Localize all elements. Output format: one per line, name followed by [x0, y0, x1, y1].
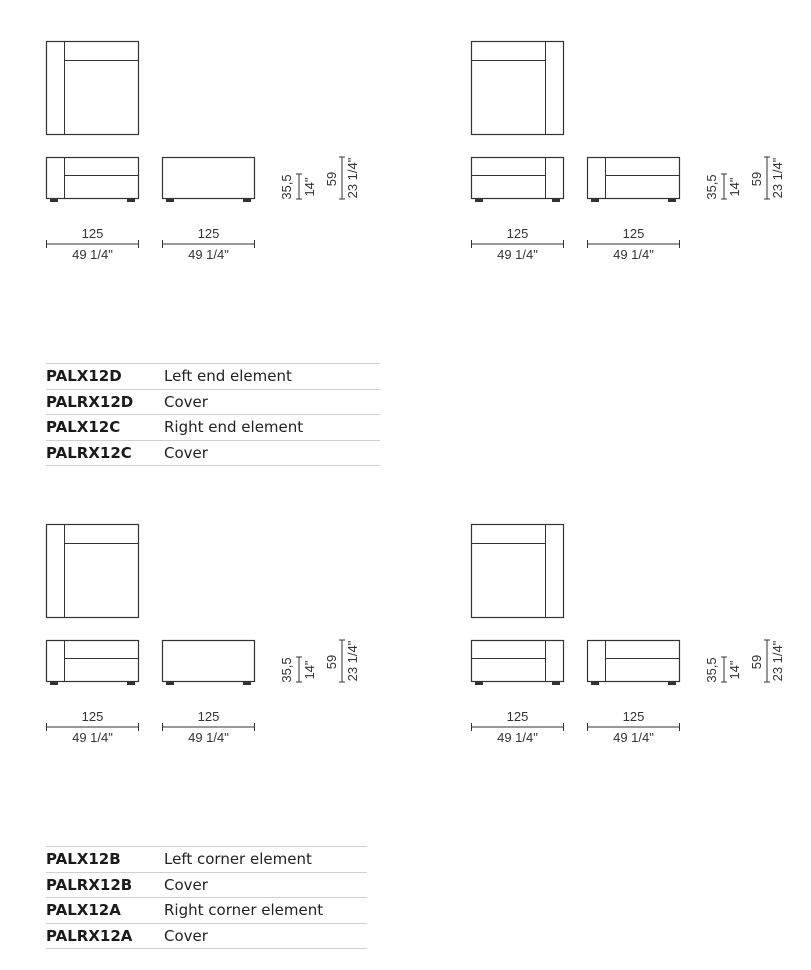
width-cm-label: 125	[506, 226, 529, 241]
foot	[552, 682, 560, 685]
table-row	[46, 415, 380, 441]
product-description: Right corner element	[164, 898, 367, 924]
product-code: PALRX12B	[46, 872, 164, 898]
foot	[127, 682, 135, 685]
top-view-outline	[47, 525, 139, 618]
product-code: PALRX12D	[46, 389, 164, 415]
foot	[475, 682, 483, 685]
product-description: Left end element	[164, 364, 380, 390]
foot	[243, 682, 251, 685]
front-view-outline	[47, 158, 139, 199]
top-view-outline	[47, 42, 139, 135]
seat-height-cm-label: 35,5	[279, 657, 294, 683]
width-cm-label: 125	[81, 226, 104, 241]
total-height-inch-label: 23 1/4"	[345, 640, 360, 682]
product-code: PALRX12C	[46, 440, 164, 466]
width-inch-label: 49 1/4"	[613, 247, 654, 262]
width-inch-label: 49 1/4"	[188, 247, 229, 262]
foot	[552, 199, 560, 202]
table-row	[46, 847, 367, 873]
width-cm-label: 125	[622, 709, 645, 724]
product-description: Cover	[164, 923, 367, 949]
foot	[166, 682, 174, 685]
product-code: PALX12A	[46, 898, 164, 924]
foot	[475, 199, 483, 202]
product-code: PALX12C	[46, 415, 164, 441]
seat-height-cm-label: 35,5	[279, 174, 294, 200]
panel-bottom-left	[47, 525, 361, 746]
seat-height-inch-label: 14"	[727, 660, 742, 680]
width-inch-label: 49 1/4"	[497, 730, 538, 745]
front-view-outline	[47, 641, 139, 682]
foot	[668, 199, 676, 202]
total-height-inch-label: 23 1/4"	[770, 157, 785, 199]
total-height-cm-label: 59	[324, 654, 339, 670]
panel-top-left	[47, 42, 361, 263]
total-height-inch-label: 23 1/4"	[345, 157, 360, 199]
product-code: PALX12B	[46, 847, 164, 873]
seat-height-inch-label: 14"	[302, 660, 317, 680]
width-inch-label: 49 1/4"	[497, 247, 538, 262]
width-cm-label: 125	[197, 709, 220, 724]
width-cm-label: 125	[622, 226, 645, 241]
table-row	[46, 440, 380, 466]
total-height-cm-label: 59	[324, 171, 339, 187]
spec-table-2	[46, 846, 367, 949]
top-view-outline	[472, 525, 564, 618]
foot	[166, 199, 174, 202]
foot	[243, 199, 251, 202]
foot	[127, 199, 135, 202]
table-row	[46, 898, 367, 924]
foot	[668, 682, 676, 685]
product-code: PALX12D	[46, 364, 164, 390]
seat-height-cm-label: 35,5	[704, 657, 719, 683]
seat-height-cm-label: 35,5	[704, 174, 719, 200]
table-row	[46, 389, 380, 415]
foot	[50, 199, 58, 202]
spec-table-1	[46, 363, 380, 466]
width-cm-label: 125	[506, 709, 529, 724]
seat-height-inch-label: 14"	[727, 177, 742, 197]
product-description: Left corner element	[164, 847, 367, 873]
width-inch-label: 49 1/4"	[613, 730, 654, 745]
front-view-outline	[472, 158, 564, 199]
total-height-inch-label: 23 1/4"	[770, 640, 785, 682]
foot	[591, 199, 599, 202]
side-view-outline	[163, 641, 255, 682]
side-view-outline	[588, 641, 680, 682]
width-inch-label: 49 1/4"	[188, 730, 229, 745]
width-cm-label: 125	[81, 709, 104, 724]
foot	[50, 682, 58, 685]
panel-top-right	[472, 42, 786, 263]
side-view-outline	[163, 158, 255, 199]
product-description: Cover	[164, 872, 367, 898]
product-description: Cover	[164, 389, 380, 415]
product-description: Cover	[164, 440, 380, 466]
foot	[591, 682, 599, 685]
width-inch-label: 49 1/4"	[72, 730, 113, 745]
top-view-outline	[472, 42, 564, 135]
total-height-cm-label: 59	[749, 654, 764, 670]
total-height-cm-label: 59	[749, 171, 764, 187]
side-view-outline	[588, 158, 680, 199]
width-cm-label: 125	[197, 226, 220, 241]
table-row	[46, 364, 380, 390]
seat-height-inch-label: 14"	[302, 177, 317, 197]
table-row	[46, 923, 367, 949]
table-row	[46, 872, 367, 898]
product-description: Right end element	[164, 415, 380, 441]
front-view-outline	[472, 641, 564, 682]
panel-bottom-right	[472, 525, 786, 746]
width-inch-label: 49 1/4"	[72, 247, 113, 262]
product-code: PALRX12A	[46, 923, 164, 949]
